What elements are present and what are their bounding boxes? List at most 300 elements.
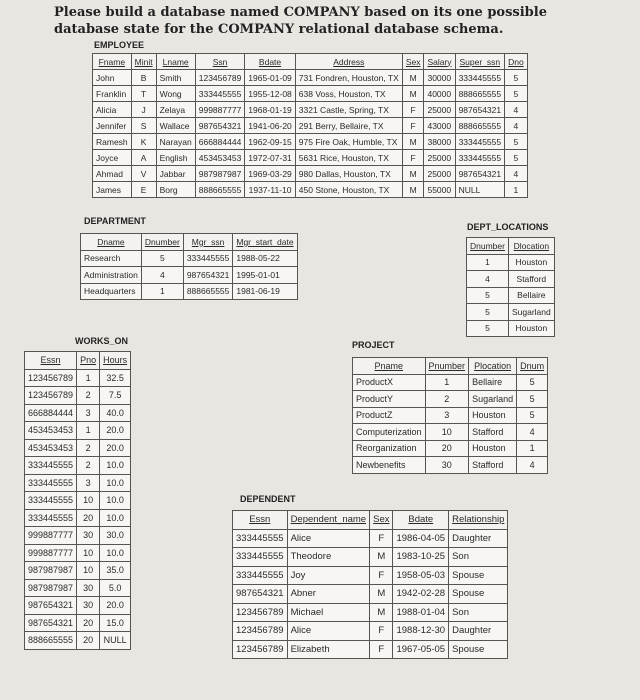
table-cell: E <box>131 182 156 198</box>
table-cell: 1 <box>141 283 183 300</box>
table-cell: F <box>370 640 393 659</box>
table-cell: 1941-06-20 <box>245 118 295 134</box>
table-cell: 1942-02-28 <box>393 585 449 604</box>
table-cell: 25000 <box>424 150 455 166</box>
table-cell: 987987987 <box>195 166 245 182</box>
table-row <box>81 267 298 284</box>
table-cell: 10.0 <box>100 509 131 527</box>
table-cell: 1 <box>77 369 100 387</box>
table-cell: Headquarters <box>81 283 142 300</box>
table-row <box>25 544 131 562</box>
table-row <box>353 424 548 441</box>
department-table <box>80 233 298 300</box>
table-cell: Research <box>81 250 142 267</box>
column-header: Dlocation <box>508 238 554 255</box>
table-cell: 1955-12-08 <box>245 86 295 102</box>
table-cell: 43000 <box>424 118 455 134</box>
table-cell: 40.0 <box>100 404 131 422</box>
column-header: Lname <box>156 54 195 70</box>
table-cell: 7.5 <box>100 387 131 405</box>
table-cell: 1 <box>467 254 509 271</box>
table-cell: 333445555 <box>195 86 245 102</box>
table-row <box>93 134 528 150</box>
column-header: Fname <box>93 54 132 70</box>
table-cell: F <box>402 118 424 134</box>
table-cell: F <box>370 529 393 548</box>
table-cell: 1969-03-29 <box>245 166 295 182</box>
table-cell: F <box>402 150 424 166</box>
table-cell: 333445555 <box>455 134 505 150</box>
table-cell: Joyce <box>93 150 132 166</box>
table-cell: Houston <box>508 254 554 271</box>
table-cell: 333445555 <box>233 566 288 585</box>
table-cell: 1958-05-03 <box>393 566 449 585</box>
table-cell: 5 <box>505 86 528 102</box>
table-cell: 4 <box>141 267 183 284</box>
table-cell: Jennifer <box>93 118 132 134</box>
table-cell: 999887777 <box>25 544 77 562</box>
table-cell: 4 <box>505 166 528 182</box>
table-cell: NULL <box>100 632 131 650</box>
column-header: Pnumber <box>425 358 469 375</box>
table-cell: Spouse <box>449 640 508 659</box>
table-cell: 1 <box>425 374 469 391</box>
employee-header-row <box>93 54 528 70</box>
column-header: Mgr_ssn <box>183 234 233 251</box>
column-header: Bdate <box>393 511 449 530</box>
dept-locations-label: DEPT_LOCATIONS <box>467 222 549 232</box>
table-cell: Son <box>449 548 508 567</box>
table-cell: 3 <box>77 474 100 492</box>
table-cell: 888665555 <box>455 86 505 102</box>
column-header: Dependent_name <box>287 511 370 530</box>
column-header: Essn <box>233 511 288 530</box>
table-cell: Administration <box>81 267 142 284</box>
table-row <box>25 527 131 545</box>
table-cell: Houston <box>469 407 517 424</box>
table-cell: 20 <box>77 509 100 527</box>
table-cell: 5631 Rice, Houston, TX <box>295 150 402 166</box>
table-row <box>25 422 131 440</box>
employee-label: EMPLOYEE <box>94 40 145 50</box>
department-label: DEPARTMENT <box>84 216 146 226</box>
dependent-label: DEPENDENT <box>240 494 296 504</box>
table-cell: 3321 Castle, Spring, TX <box>295 102 402 118</box>
table-cell: Borg <box>156 182 195 198</box>
table-cell: 123456789 <box>233 640 288 659</box>
table-cell: 5 <box>467 304 509 321</box>
table-row <box>93 102 528 118</box>
table-row <box>233 566 508 585</box>
table-cell: 20.0 <box>100 422 131 440</box>
table-cell: 1986-04-05 <box>393 529 449 548</box>
table-cell: 4 <box>517 457 548 474</box>
table-cell: Jabbar <box>156 166 195 182</box>
table-cell: Franklin <box>93 86 132 102</box>
column-header: Essn <box>25 352 77 370</box>
table-row <box>467 254 555 271</box>
table-cell: 5 <box>141 250 183 267</box>
table-cell: 3 <box>425 407 469 424</box>
table-cell: Ramesh <box>93 134 132 150</box>
table-cell: Stafford <box>469 457 517 474</box>
table-cell: Stafford <box>508 271 554 288</box>
table-cell: 25000 <box>424 102 455 118</box>
table-cell: 987987987 <box>25 562 77 580</box>
table-cell: 1968-01-19 <box>245 102 295 118</box>
table-cell: 1981-06-19 <box>233 283 297 300</box>
dependent-table <box>232 510 508 659</box>
table-cell: M <box>370 603 393 622</box>
works-on-header-row <box>25 352 131 370</box>
table-cell: 450 Stone, Houston, TX <box>295 182 402 198</box>
table-cell: 333445555 <box>25 474 77 492</box>
table-row <box>93 166 528 182</box>
table-row <box>93 182 528 198</box>
table-cell: 987654321 <box>233 585 288 604</box>
table-cell: 4 <box>505 118 528 134</box>
table-cell: M <box>402 166 424 182</box>
table-cell: 5 <box>467 287 509 304</box>
table-cell: Alice <box>287 529 370 548</box>
table-cell: M <box>370 548 393 567</box>
column-header: Hours <box>100 352 131 370</box>
table-cell: 5 <box>505 134 528 150</box>
table-cell: 666884444 <box>25 404 77 422</box>
table-cell: 15.0 <box>100 614 131 632</box>
table-cell: Daughter <box>449 622 508 641</box>
table-cell: M <box>402 70 424 86</box>
table-row <box>25 457 131 475</box>
column-header: Dno <box>505 54 528 70</box>
project-label: PROJECT <box>352 340 395 350</box>
table-cell: 980 Dallas, Houston, TX <box>295 166 402 182</box>
column-header: Minit <box>131 54 156 70</box>
column-header: Super_ssn <box>455 54 505 70</box>
table-cell: Spouse <box>449 585 508 604</box>
table-cell: 1967-05-05 <box>393 640 449 659</box>
table-cell: 30 <box>425 457 469 474</box>
table-row <box>25 387 131 405</box>
table-cell: English <box>156 150 195 166</box>
table-row <box>233 548 508 567</box>
table-cell: Wong <box>156 86 195 102</box>
table-row <box>25 597 131 615</box>
table-cell: 4 <box>517 424 548 441</box>
table-cell: 666884444 <box>195 134 245 150</box>
table-cell: 1962-09-15 <box>245 134 295 150</box>
table-cell: NULL <box>455 182 505 198</box>
table-cell: 30 <box>77 579 100 597</box>
table-cell: B <box>131 70 156 86</box>
table-cell: 888665555 <box>183 283 233 300</box>
column-header: Relationship <box>449 511 508 530</box>
table-cell: 20.0 <box>100 597 131 615</box>
table-row <box>353 374 548 391</box>
table-cell: Daughter <box>449 529 508 548</box>
table-row <box>93 150 528 166</box>
table-cell: Wallace <box>156 118 195 134</box>
table-cell: Houston <box>508 320 554 337</box>
table-cell: Theodore <box>287 548 370 567</box>
table-cell: 333445555 <box>233 548 288 567</box>
table-cell: Joy <box>287 566 370 585</box>
table-cell: 35.0 <box>100 562 131 580</box>
page-title: Please build a database named COMPANY based on its one possible database state for the COMPANY relational database schema. <box>54 5 547 37</box>
column-header: Sex <box>402 54 424 70</box>
department-header-row <box>81 234 298 251</box>
table-row <box>233 585 508 604</box>
table-cell: 32.5 <box>100 369 131 387</box>
table-cell: 333445555 <box>25 457 77 475</box>
table-cell: 5 <box>505 70 528 86</box>
table-cell: Smith <box>156 70 195 86</box>
table-row <box>93 70 528 86</box>
column-header: Plocation <box>469 358 517 375</box>
table-cell: 453453453 <box>25 439 77 457</box>
table-cell: 10.0 <box>100 457 131 475</box>
table-cell: Reorganization <box>353 440 426 457</box>
table-cell: 38000 <box>424 134 455 150</box>
table-cell: 987654321 <box>195 118 245 134</box>
table-cell: 1 <box>505 182 528 198</box>
table-cell: 1965-01-09 <box>245 70 295 86</box>
table-cell: 987654321 <box>455 102 505 118</box>
table-cell: T <box>131 86 156 102</box>
table-cell: 291 Berry, Bellaire, TX <box>295 118 402 134</box>
table-cell: 3 <box>77 404 100 422</box>
table-cell: 987654321 <box>25 597 77 615</box>
table-cell: 731 Fondren, Houston, TX <box>295 70 402 86</box>
column-header: Dnumber <box>467 238 509 255</box>
table-cell: J <box>131 102 156 118</box>
works-on-table <box>24 351 131 650</box>
table-cell: 888665555 <box>25 632 77 650</box>
column-header: Dnumber <box>141 234 183 251</box>
table-cell: 1937-11-10 <box>245 182 295 198</box>
table-cell: 1995-01-01 <box>233 267 297 284</box>
table-row <box>93 118 528 134</box>
table-cell: K <box>131 134 156 150</box>
table-cell: Houston <box>469 440 517 457</box>
table-row <box>467 320 555 337</box>
table-row <box>467 304 555 321</box>
column-header: Dname <box>81 234 142 251</box>
table-cell: 1 <box>517 440 548 457</box>
table-row <box>25 492 131 510</box>
table-cell: V <box>131 166 156 182</box>
table-row <box>233 529 508 548</box>
table-cell: 123456789 <box>25 369 77 387</box>
table-cell: 4 <box>467 271 509 288</box>
table-cell: 30.0 <box>100 527 131 545</box>
table-cell: 30 <box>77 527 100 545</box>
table-cell: 20 <box>77 614 100 632</box>
table-cell: 10.0 <box>100 544 131 562</box>
table-cell: M <box>370 585 393 604</box>
table-cell: 2 <box>77 387 100 405</box>
table-cell: Stafford <box>469 424 517 441</box>
table-cell: Sugarland <box>469 391 517 408</box>
table-cell: 1983-10-25 <box>393 548 449 567</box>
table-cell: 30 <box>77 597 100 615</box>
table-cell: Bellaire <box>508 287 554 304</box>
dependent-header-row <box>233 511 508 530</box>
table-cell: 975 Fire Oak, Humble, TX <box>295 134 402 150</box>
dept-locations-table <box>466 237 555 337</box>
table-cell: 123456789 <box>233 603 288 622</box>
table-cell: 987654321 <box>25 614 77 632</box>
table-cell: Spouse <box>449 566 508 585</box>
table-row <box>25 562 131 580</box>
table-cell: 333445555 <box>25 509 77 527</box>
table-cell: 2 <box>425 391 469 408</box>
table-cell: M <box>402 86 424 102</box>
table-cell: F <box>370 622 393 641</box>
table-cell: M <box>402 134 424 150</box>
table-cell: Elizabeth <box>287 640 370 659</box>
table-cell: 333445555 <box>25 492 77 510</box>
table-cell: 987654321 <box>455 166 505 182</box>
table-cell: Zelaya <box>156 102 195 118</box>
table-cell: 1988-01-04 <box>393 603 449 622</box>
table-cell: 10 <box>77 492 100 510</box>
table-row <box>25 439 131 457</box>
table-cell: Narayan <box>156 134 195 150</box>
table-cell: 10 <box>77 562 100 580</box>
table-cell: John <box>93 70 132 86</box>
table-cell: 123456789 <box>233 622 288 641</box>
table-cell: 999887777 <box>195 102 245 118</box>
table-cell: 20 <box>425 440 469 457</box>
dept-locations-header-row <box>467 238 555 255</box>
project-header-row <box>353 358 548 375</box>
table-cell: Sugarland <box>508 304 554 321</box>
table-row <box>353 407 548 424</box>
employee-table <box>92 53 528 198</box>
column-header: Ssn <box>195 54 245 70</box>
table-cell: 333445555 <box>455 70 505 86</box>
table-row <box>25 404 131 422</box>
table-cell: Computerization <box>353 424 426 441</box>
table-cell: 5 <box>517 374 548 391</box>
table-row <box>353 391 548 408</box>
table-cell: 123456789 <box>25 387 77 405</box>
table-cell: Alicia <box>93 102 132 118</box>
table-cell: 333445555 <box>183 250 233 267</box>
table-cell: 1988-12-30 <box>393 622 449 641</box>
table-cell: 25000 <box>424 166 455 182</box>
table-cell: 333445555 <box>455 150 505 166</box>
table-cell: 888665555 <box>195 182 245 198</box>
table-cell: 888665555 <box>455 118 505 134</box>
table-row <box>467 287 555 304</box>
table-cell: 10 <box>77 544 100 562</box>
table-cell: 10 <box>425 424 469 441</box>
project-table <box>352 357 548 474</box>
table-cell: 987654321 <box>183 267 233 284</box>
table-cell: 5 <box>517 391 548 408</box>
column-header: Pno <box>77 352 100 370</box>
table-row <box>81 283 298 300</box>
table-row <box>93 86 528 102</box>
table-cell: 40000 <box>424 86 455 102</box>
table-row <box>233 622 508 641</box>
table-cell: ProductX <box>353 374 426 391</box>
column-header: Mgr_start_date <box>233 234 297 251</box>
table-cell: 1988-05-22 <box>233 250 297 267</box>
table-cell: Abner <box>287 585 370 604</box>
table-cell: 123456789 <box>195 70 245 86</box>
table-cell: Michael <box>287 603 370 622</box>
table-row <box>467 271 555 288</box>
table-cell: 10.0 <box>100 474 131 492</box>
column-header: Sex <box>370 511 393 530</box>
column-header: Pname <box>353 358 426 375</box>
table-cell: S <box>131 118 156 134</box>
table-cell: ProductY <box>353 391 426 408</box>
works-on-label: WORKS_ON <box>75 336 129 346</box>
table-cell: 333445555 <box>233 529 288 548</box>
table-cell: Son <box>449 603 508 622</box>
table-cell: F <box>402 102 424 118</box>
table-cell: Newbenefits <box>353 457 426 474</box>
table-row <box>25 509 131 527</box>
table-cell: 453453453 <box>195 150 245 166</box>
table-row <box>233 603 508 622</box>
table-cell: ProductZ <box>353 407 426 424</box>
table-row <box>25 632 131 650</box>
table-cell: F <box>370 566 393 585</box>
table-cell: 10.0 <box>100 492 131 510</box>
table-cell: Ahmad <box>93 166 132 182</box>
table-cell: 5 <box>517 407 548 424</box>
table-cell: James <box>93 182 132 198</box>
table-cell: 4 <box>505 102 528 118</box>
table-cell: M <box>402 182 424 198</box>
table-row <box>25 369 131 387</box>
table-cell: 20.0 <box>100 439 131 457</box>
table-row <box>353 457 548 474</box>
table-cell: 1972-07-31 <box>245 150 295 166</box>
table-cell: 1 <box>77 422 100 440</box>
column-header: Address <box>295 54 402 70</box>
table-row <box>353 440 548 457</box>
table-cell: 638 Voss, Houston, TX <box>295 86 402 102</box>
table-cell: 5 <box>505 150 528 166</box>
table-cell: 30000 <box>424 70 455 86</box>
table-cell: Bellaire <box>469 374 517 391</box>
table-cell: 999887777 <box>25 527 77 545</box>
table-cell: 987987987 <box>25 579 77 597</box>
table-cell: Alice <box>287 622 370 641</box>
table-row <box>25 579 131 597</box>
column-header: Salary <box>424 54 455 70</box>
table-cell: A <box>131 150 156 166</box>
table-cell: 55000 <box>424 182 455 198</box>
table-cell: 2 <box>77 439 100 457</box>
table-cell: 5 <box>467 320 509 337</box>
column-header: Bdate <box>245 54 295 70</box>
table-cell: 2 <box>77 457 100 475</box>
table-row <box>81 250 298 267</box>
table-row <box>25 474 131 492</box>
table-row <box>233 640 508 659</box>
column-header: Dnum <box>517 358 548 375</box>
table-row <box>25 614 131 632</box>
table-cell: 453453453 <box>25 422 77 440</box>
table-cell: 20 <box>77 632 100 650</box>
